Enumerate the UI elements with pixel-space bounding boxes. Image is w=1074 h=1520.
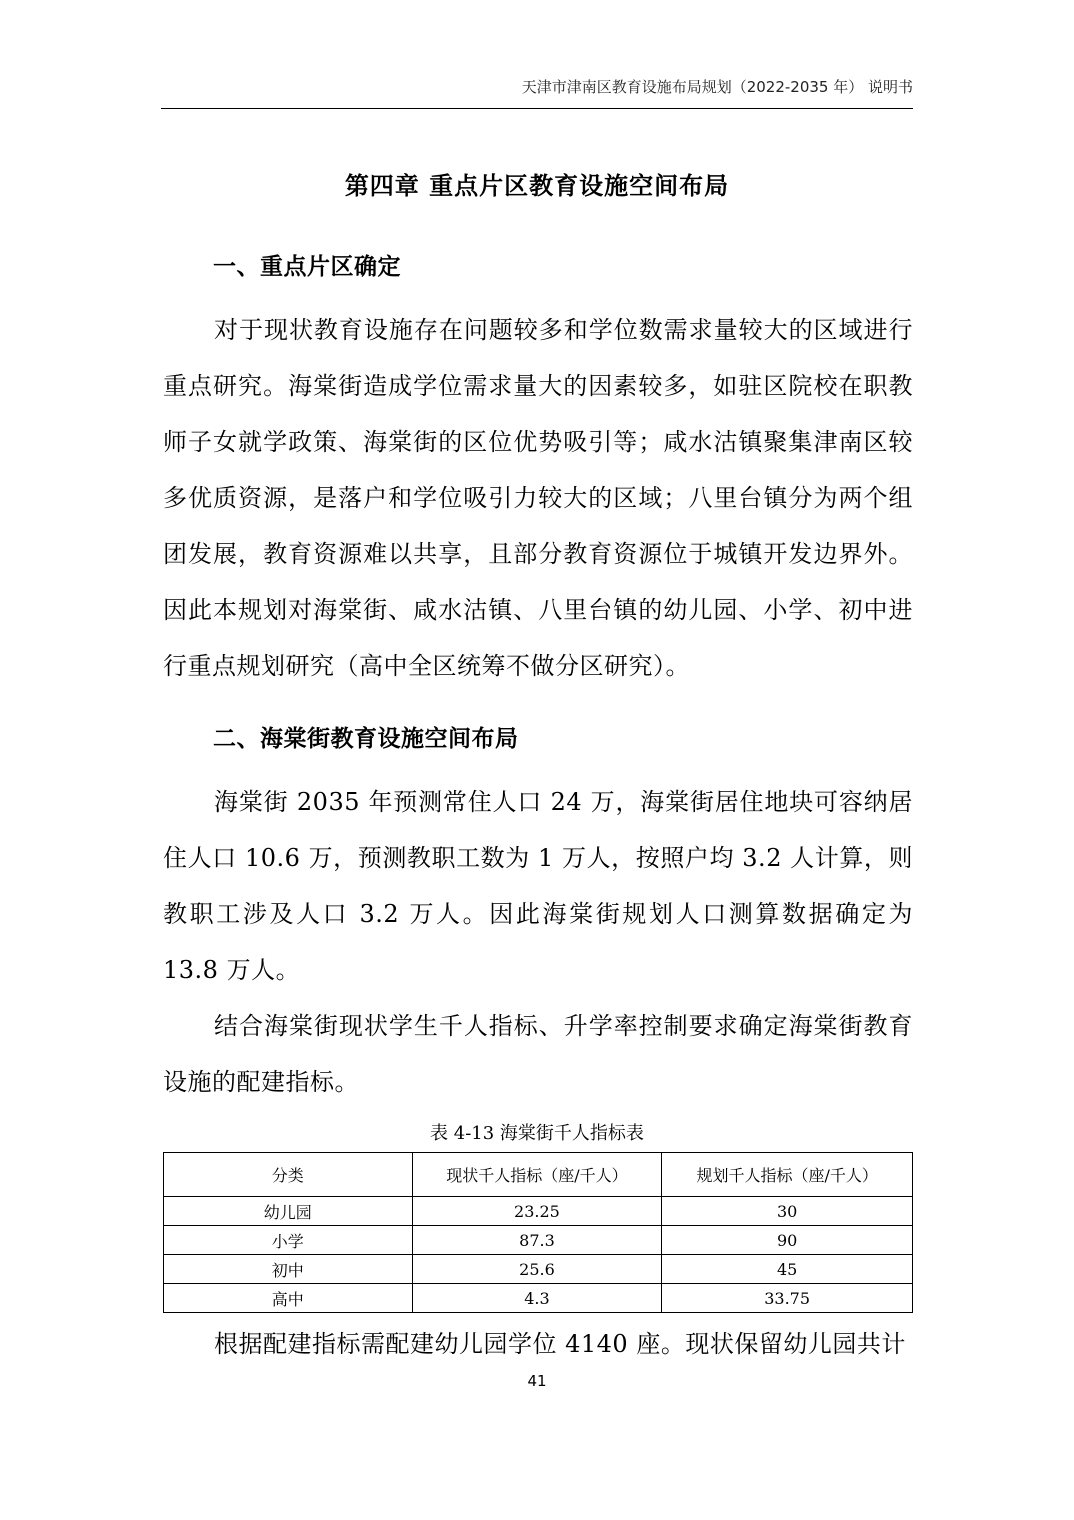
section-heading-2: 二、海棠街教育设施空间布局 xyxy=(213,726,519,752)
chapter-title: 第四章 重点片区教育设施空间布局 xyxy=(344,172,730,200)
table-header-cell: 现状千人指标（座/千人） xyxy=(412,1153,662,1197)
page-header-title: 天津市津南区教育设施布局规划（2022-2035 年） 说明书 xyxy=(521,78,913,96)
table-cell: 45 xyxy=(662,1255,913,1284)
table-cell: 小学 xyxy=(164,1226,413,1255)
paragraph-key-areas: 对于现状教育设施存在问题较多和学位数需求量较大的区域进行重点研究。海棠街造成学位需求量大的因素较多，如驻区院校在职教师子女就学政策、海棠街的区位优势吸引等；咸水沽镇聚集津南区较多优质资源，是落户和学位吸引力较大的区域；八里台镇分为两个组团发展，教育资源难以共享，且部分教育资源位于城镇开发边界外。因此本规划对海棠街、咸水沽镇、八里台镇的幼儿园、小学、初中进行重点规划研究（高中全区统筹不做分区研究）。 xyxy=(163,316,913,680)
table-cell: 初中 xyxy=(164,1255,413,1284)
paragraph-indicators: 结合海棠街现状学生千人指标、升学率控制要求确定海棠街教育设施的配建指标。 xyxy=(163,1012,913,1096)
table-cell: 25.6 xyxy=(412,1255,662,1284)
table-cell: 33.75 xyxy=(662,1284,913,1313)
table-row xyxy=(164,1226,913,1255)
table-header-cell: 分类 xyxy=(164,1153,413,1197)
page-number: 41 xyxy=(527,1372,547,1390)
table-cell: 高中 xyxy=(164,1284,413,1313)
table-cell: 23.25 xyxy=(412,1197,662,1226)
paragraph-kindergarten: 根据配建指标需配建幼儿园学位 4140 座。现状保留幼儿园共计 xyxy=(214,1330,906,1358)
table-row xyxy=(164,1255,913,1284)
table-cell: 幼儿园 xyxy=(164,1197,413,1226)
table-header-row xyxy=(164,1153,913,1197)
table-cell: 30 xyxy=(662,1197,913,1226)
header-divider xyxy=(161,108,913,109)
table-row xyxy=(164,1284,913,1313)
table-cell: 4.3 xyxy=(412,1284,662,1313)
section-heading-1: 一、重点片区确定 xyxy=(213,254,401,280)
table-cell: 90 xyxy=(662,1226,913,1255)
table-header-cell: 规划千人指标（座/千人） xyxy=(662,1153,913,1197)
table-caption: 表 4-13 海棠街千人指标表 xyxy=(430,1123,644,1144)
indicator-table xyxy=(163,1152,913,1313)
table-cell: 87.3 xyxy=(412,1226,662,1255)
table-row xyxy=(164,1197,913,1226)
paragraph-population: 海棠街 2035 年预测常住人口 24 万，海棠街居住地块可容纳居住人口 10.6 万，预测教职工数为 1 万人，按照户均 3.2 人计算，则教职工涉及人口 3.2 万人。因此海棠街规划人口测算数据确定为 13.8 万人。 xyxy=(163,788,913,984)
